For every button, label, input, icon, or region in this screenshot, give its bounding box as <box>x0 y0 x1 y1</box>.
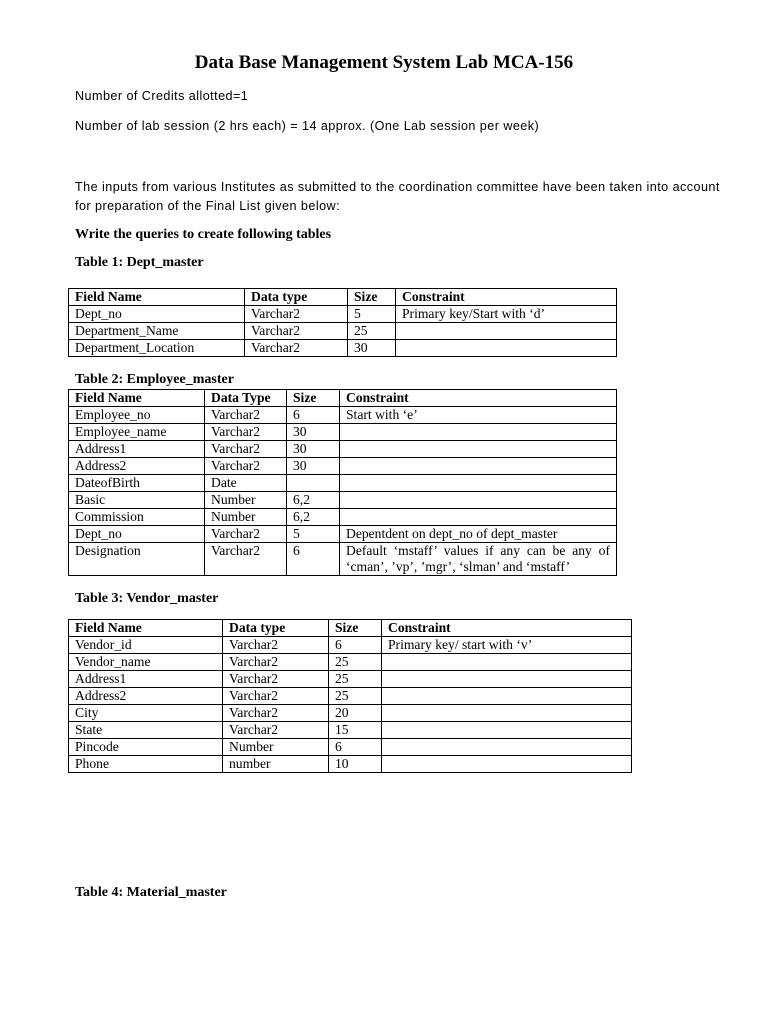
table-row <box>69 475 617 492</box>
table-row <box>69 722 632 739</box>
table-row <box>69 323 617 340</box>
table-cell: 6 <box>287 407 340 424</box>
table-cell: Varchar2 <box>223 637 329 654</box>
table-row <box>69 441 617 458</box>
table-cell: Vendor_name <box>69 654 223 671</box>
table4-heading: Table 4: Material_master <box>75 885 227 900</box>
table-row <box>69 637 632 654</box>
table-cell: 25 <box>329 671 382 688</box>
table-cell: Varchar2 <box>223 688 329 705</box>
table-row <box>69 458 617 475</box>
table-cell <box>382 705 632 722</box>
vendor-master-table <box>68 619 632 773</box>
column-header: Field Name <box>69 620 223 637</box>
table-cell: Address2 <box>69 688 223 705</box>
table-cell <box>382 654 632 671</box>
table-cell <box>340 458 617 475</box>
table-cell: 6,2 <box>287 492 340 509</box>
table-cell: Employee_no <box>69 407 205 424</box>
table-cell: 6 <box>329 739 382 756</box>
table-cell: Depentdent on dept_no of dept_master <box>340 526 617 543</box>
table-cell: Address2 <box>69 458 205 475</box>
table-row <box>69 424 617 441</box>
table-cell: Dept_no <box>69 306 245 323</box>
table-cell: number <box>223 756 329 773</box>
table-cell: Department_Location <box>69 340 245 357</box>
table-cell: 10 <box>329 756 382 773</box>
table-cell: Varchar2 <box>205 441 287 458</box>
table-cell: DateofBirth <box>69 475 205 492</box>
table-cell: 30 <box>287 424 340 441</box>
table-cell: Address1 <box>69 671 223 688</box>
table-cell: Dept_no <box>69 526 205 543</box>
table-cell <box>340 441 617 458</box>
dept-master-table <box>68 288 617 357</box>
table-row <box>69 543 617 576</box>
table-cell: Address1 <box>69 441 205 458</box>
table-cell <box>340 424 617 441</box>
table-cell: Varchar2 <box>223 654 329 671</box>
table-cell: Number <box>205 509 287 526</box>
table-cell <box>382 722 632 739</box>
table-cell: Varchar2 <box>205 526 287 543</box>
table-cell: Default ‘mstaff’ values if any can be any of ‘cman’, ’vp’, ’mgr’, ‘slman’ and ‘mstaff’ <box>340 543 617 576</box>
table-row <box>69 688 632 705</box>
table-row <box>69 739 632 756</box>
table-cell: Varchar2 <box>205 458 287 475</box>
table-cell <box>396 340 617 357</box>
table-cell <box>382 671 632 688</box>
table-cell: Primary key/ start with ‘v’ <box>382 637 632 654</box>
table-cell: Pincode <box>69 739 223 756</box>
column-header: Data type <box>245 289 348 306</box>
table-row <box>69 654 632 671</box>
column-header: Size <box>329 620 382 637</box>
header-row <box>69 390 617 407</box>
table-row <box>69 306 617 323</box>
table-cell <box>340 475 617 492</box>
table-cell: State <box>69 722 223 739</box>
table-row <box>69 340 617 357</box>
table-cell: 25 <box>329 688 382 705</box>
table-cell <box>382 688 632 705</box>
table-cell: Employee_name <box>69 424 205 441</box>
column-header: Constraint <box>396 289 617 306</box>
sessions-line: Number of lab session (2 hrs each) = 14 approx. (One Lab session per week) <box>75 119 540 133</box>
table3-heading: Table 3: Vendor_master <box>75 591 219 606</box>
header-row <box>69 289 617 306</box>
page-title: Data Base Management System Lab MCA-156 <box>194 52 574 73</box>
table-row <box>69 705 632 722</box>
table-cell: Varchar2 <box>245 306 348 323</box>
column-header: Constraint <box>382 620 632 637</box>
employee-master-table <box>68 389 617 576</box>
table-cell: Varchar2 <box>245 323 348 340</box>
table-cell: 25 <box>329 654 382 671</box>
table-cell: Varchar2 <box>245 340 348 357</box>
table-cell: 30 <box>287 458 340 475</box>
table1-heading: Table 1: Dept_master <box>75 255 204 270</box>
table-cell <box>340 509 617 526</box>
column-header: Data Type <box>205 390 287 407</box>
column-header: Constraint <box>340 390 617 407</box>
table-row <box>69 407 617 424</box>
credits-line: Number of Credits allotted=1 <box>75 89 249 103</box>
table-cell: Date <box>205 475 287 492</box>
table-cell: City <box>69 705 223 722</box>
table-cell: 6,2 <box>287 509 340 526</box>
column-header: Field Name <box>69 289 245 306</box>
intro-paragraph: The inputs from various Institutes as submitted to the coordination committee have been taken into account for preparation of the Final List given below: <box>75 180 720 213</box>
table-cell: 5 <box>287 526 340 543</box>
table-cell <box>396 323 617 340</box>
column-header: Field Name <box>69 390 205 407</box>
table-row <box>69 671 632 688</box>
table-cell <box>382 756 632 773</box>
table-cell: Varchar2 <box>205 407 287 424</box>
table2-heading: Table 2: Employee_master <box>75 372 234 387</box>
table-cell: 6 <box>287 543 340 576</box>
table-cell: Number <box>223 739 329 756</box>
table-cell: Number <box>205 492 287 509</box>
table-cell <box>287 475 340 492</box>
column-header: Data type <box>223 620 329 637</box>
table-row <box>69 492 617 509</box>
table-cell: 25 <box>348 323 396 340</box>
table-cell: Varchar2 <box>205 424 287 441</box>
table-cell <box>340 492 617 509</box>
table-cell: 5 <box>348 306 396 323</box>
table-row <box>69 756 632 773</box>
table-cell: 30 <box>287 441 340 458</box>
table-cell: Varchar2 <box>223 722 329 739</box>
table-cell: Department_Name <box>69 323 245 340</box>
table-cell: 15 <box>329 722 382 739</box>
table-cell: Vendor_id <box>69 637 223 654</box>
table-cell: Commission <box>69 509 205 526</box>
table-cell: Start with ‘e’ <box>340 407 617 424</box>
table-cell: 30 <box>348 340 396 357</box>
table-cell: 20 <box>329 705 382 722</box>
table-cell: 6 <box>329 637 382 654</box>
table-cell: Varchar2 <box>223 671 329 688</box>
table-cell: Basic <box>69 492 205 509</box>
table-cell: Varchar2 <box>205 543 287 576</box>
queries-heading: Write the queries to create following tables <box>75 227 332 242</box>
table-cell: Phone <box>69 756 223 773</box>
header-row <box>69 620 632 637</box>
table-cell: Varchar2 <box>223 705 329 722</box>
table-row <box>69 509 617 526</box>
table-cell <box>382 739 632 756</box>
table-cell: Primary key/Start with ‘d’ <box>396 306 617 323</box>
table-row <box>69 526 617 543</box>
table-cell: Designation <box>69 543 205 576</box>
column-header: Size <box>348 289 396 306</box>
column-header: Size <box>287 390 340 407</box>
